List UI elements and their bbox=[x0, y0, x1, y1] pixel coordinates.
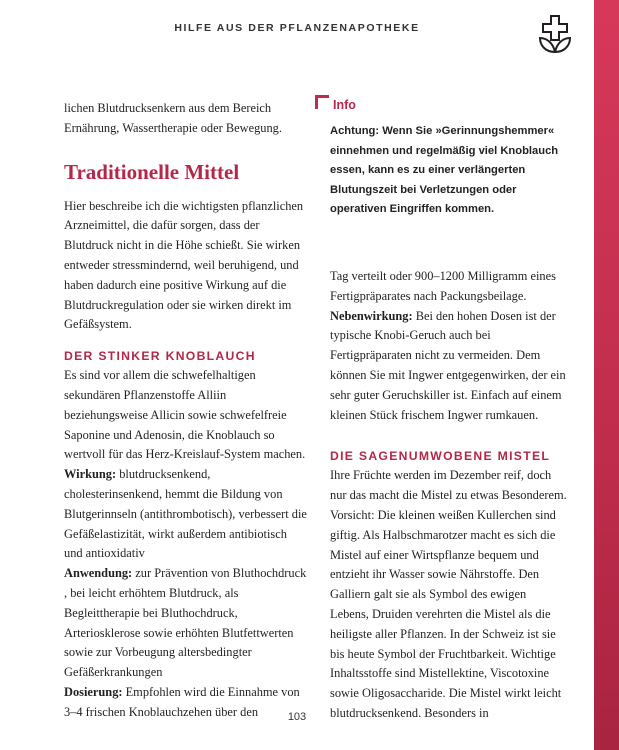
page-number: 103 bbox=[287, 711, 307, 723]
section-heading: Traditionelle Mittel bbox=[64, 159, 240, 184]
info-text: Achtung: Wenn Sie »Gerinnungshemmer« einnehmen und regelmäßig viel Knoblauch essen, kann es zu einer verlängerten Blutungszeit bei Verletzungen oder operativen Eingriffen kommen. bbox=[330, 125, 559, 215]
dosage-text: Empfohlen wird die Einnahme von 3–4 frischen Knoblauchzehen über den bbox=[64, 684, 300, 719]
garlic-intro: Es sind vor allem die schwefelhaltigen sekundären Pflanzenstoffe Alliin beziehungsweise Allicin sowie schwefelfreie Saponine und Adenosin, die Knoblauch so wertvoll für das Herz-Kreislauf-System machen. bbox=[64, 368, 306, 462]
side-effect-text: Bei den hohen Dosen ist der typische Knobi-Geruch auch bei Fertigpräparaten nicht zu vermeiden. Dem können Sie mit Ingwer entgegenwirken, der ein sehr guter Geruchskiller ist. Einfach auf einem kleinen Stück frischem Ingwer rumkauen. bbox=[330, 308, 566, 422]
dosage-continuation: Tag verteilt oder 900–1200 Milligramm eines Fertigpräparates nach Packungsbeilage. bbox=[330, 269, 556, 303]
effect-text: blutdrucksenkend, cholesterinsenkend, hemmt die Bildung von Blutgerinnseln (antithrombotisch), verbessert die Gefäßelastizität, wirkt außerdem antibiotisch und antioxidativ bbox=[64, 467, 307, 561]
info-title: Info bbox=[333, 98, 356, 112]
edge-color-bar bbox=[594, 0, 619, 750]
mistletoe-heading: DIE SAGENUMWOBENE MISTEL bbox=[330, 449, 551, 464]
garlic-heading: DER STINKER KNOBLAUCH bbox=[64, 349, 256, 364]
dosage-label: Dosierung: bbox=[64, 684, 123, 699]
application-label: Anwendung: bbox=[64, 566, 133, 581]
running-title: HILFE AUS DER PFLANZENAPOTHEKE bbox=[174, 22, 420, 34]
section-paragraph: Hier beschreibe ich die wichtigsten pflanzlichen Arzneimittel, die dafür sorgen, dass der Blutdruck nicht in die Höhe schießt. Sie wirken entweder stressmindernd, weil beruhigend, und haben dadurch eine positive Wirkung auf die Blutdruckregulation oder sie wirken direkt im Gefäßsystem. bbox=[64, 198, 304, 332]
application-text: zur Prävention von Bluthochdruck , bei leicht erhöhtem Blutdruck, als Begleittherapie bei Bluthochdruck, Arteriosklerose sowie erhöhten Blutfettwerten sowie zur Vorbeugung altersbedingter Gefäßerkrankungen bbox=[64, 566, 307, 680]
info-corner-mark bbox=[315, 95, 329, 109]
intro-continuation: lichen Blutdrucksenkern aus dem Bereich Ernährung, Wassertherapie oder Bewegung. bbox=[64, 101, 282, 135]
mistletoe-text: Ihre Früchte werden im Dezember reif, doch nur das macht die Mistel zu etwas Besonderem. Vorsicht: Die kleinen weißen Kullerchen sind giftig. Als Halbschmarotzer macht es sich die Mistel auf einer Wirtspflanze bequem und entzieht ihr Wasser sowie Nährstoffe. Den Galliern galt sie als Symbol des ewigen Lebens, Druiden verehrten die Mistel als die heiligste aller Pflanzen. In der Schweiz ist sie bis heute Symbol der Fruchtbarkeit. Wichtige Inhaltsstoffe sind Mistellektine, Viscotoxine sowie Oligosaccharide. Die Mistel wirkt leicht blutdrucksenkend. Besonders in bbox=[330, 468, 567, 720]
effect-label: Wirkung: bbox=[64, 467, 117, 482]
effect-paragraph bbox=[64, 465, 307, 564]
left-column bbox=[64, 99, 307, 723]
side-effect-paragraph bbox=[330, 307, 567, 426]
application-paragraph bbox=[64, 564, 307, 683]
cross-leaf-icon bbox=[537, 14, 573, 54]
side-effect-label: Nebenwirkung: bbox=[330, 308, 413, 323]
right-column bbox=[330, 267, 567, 724]
